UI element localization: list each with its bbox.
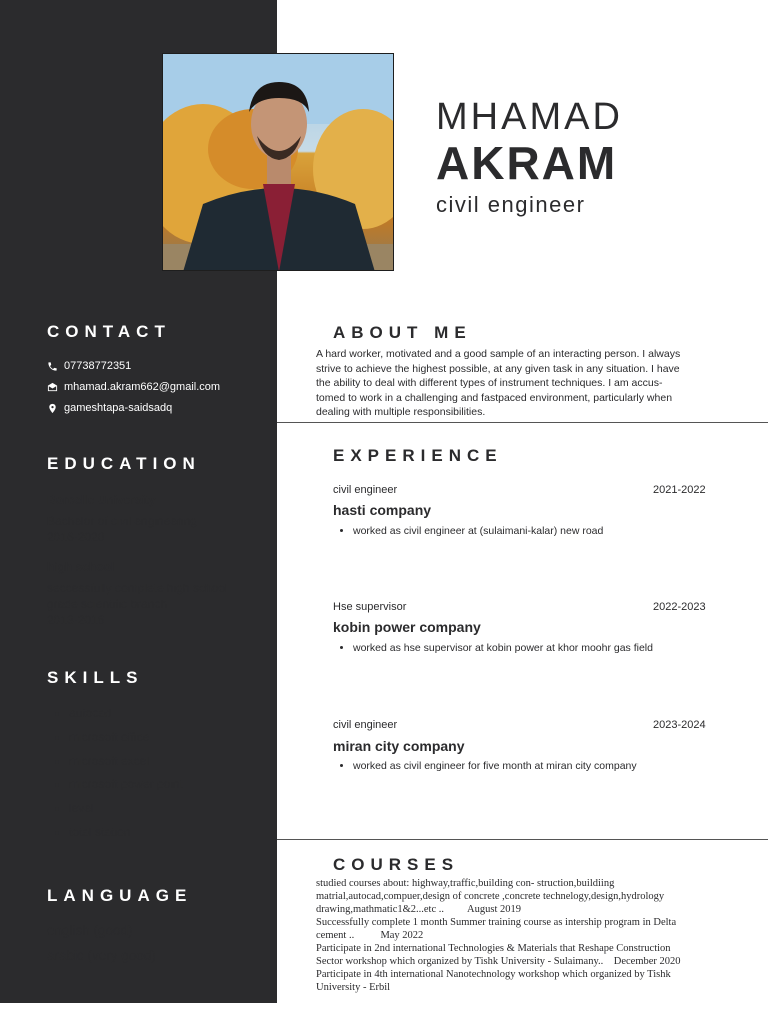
courses-text — [316, 877, 736, 994]
experience-role: Hse supervisor — [333, 601, 407, 613]
skills-list — [47, 703, 183, 846]
experience-desc-list — [333, 525, 603, 537]
language-heading: LANGUAGE — [47, 886, 193, 905]
skills-heading: SKILLS — [47, 668, 144, 687]
last-name: AKRAM — [436, 137, 618, 189]
courses-line: Sector workshop which organized by Tishk University - Sulaimany.. December 2020 — [316, 956, 681, 967]
experience-desc: • worked as civil engineer for five month at miran city company — [353, 760, 637, 772]
first-name: MHAMAD — [436, 96, 623, 138]
experience-desc-list — [333, 760, 637, 772]
experience-desc-list — [333, 642, 653, 654]
courses-heading: COURSES — [333, 855, 460, 874]
experience-role: civil engineer — [333, 484, 398, 496]
courses-line: studied courses about: highway,traffic,building con- struction,buildiing — [316, 878, 615, 889]
education-years: 2013-2016 — [47, 613, 105, 627]
education-degree: seccessfully complete high school — [47, 581, 228, 595]
education-degree: Bachelor of civil engineering — [47, 514, 198, 528]
contact-heading: CONTACT — [47, 322, 171, 341]
language-item: english (good) — [47, 923, 133, 938]
courses-line: Successfully complete 1 month Summer training course as intership program in Delta — [316, 917, 677, 928]
phone-number: 07738772351 — [64, 360, 132, 372]
contact-location — [47, 402, 172, 414]
education-heading: EDUCATION — [47, 454, 201, 473]
map-pin-icon — [47, 403, 58, 414]
section-divider — [277, 839, 768, 840]
envelope-icon — [47, 382, 58, 393]
education-school: Borcelle University — [47, 493, 156, 507]
courses-line: matrial,autocad,compuer,design of concrete ,concrete technelogy,design,hydrology — [316, 891, 665, 902]
experience-role: civil engineer — [333, 719, 398, 731]
education-branch: grade scientific branch — [47, 597, 168, 611]
courses-line: cement .. May 2022 — [316, 930, 424, 941]
about-heading: ABOUT ME — [333, 323, 472, 342]
experience-company: hasti company — [333, 502, 432, 518]
section-divider — [277, 422, 768, 423]
experience-company: kobin power company — [333, 619, 481, 635]
email-address: mhamad.akram662@gmail.com — [64, 381, 221, 393]
skill-item: • microsoft office — [69, 727, 183, 751]
experience-dates: 2021-2022 — [653, 484, 706, 496]
courses-line: University - Erbil — [316, 982, 391, 993]
experience-dates: 2022-2023 — [653, 601, 706, 613]
skill-item: • level — [69, 798, 183, 822]
skill-item: • microsoft excel — [69, 751, 183, 775]
about-text: A hard worker, motivated and a good sample of an interacting person. I always strive to achieve the highest possible, at any given task in any situation. I have the ability to deal with different types of instrument techniques. I am accus- tomed to work in a challenging and fastpaced environment, particularly when dealing with multiple responsibilities. — [316, 348, 681, 418]
courses-line: Participate in 2nd international Technologies & Materials that Reshape Construction — [316, 943, 671, 954]
profile-photo — [162, 53, 394, 271]
experience-desc: • worked as civil engineer at (sulaimani-kalar) new road — [353, 525, 603, 537]
contact-phone — [47, 360, 131, 372]
experience-dates: 2023-2024 — [653, 719, 706, 731]
skill-item: • total station — [69, 822, 183, 846]
language-item: arabic (very good) — [47, 948, 156, 963]
education-school: high school — [47, 560, 115, 574]
courses-line: drawing,mathmatic1&2...etc .. August 2019 — [316, 904, 522, 915]
experience-company: miran city company — [333, 738, 465, 754]
experience-desc: • worked as hse supervisor at kobin power at khor moohr gas field — [353, 642, 653, 654]
skill-item: • microsoft power point — [69, 774, 183, 798]
phone-icon — [47, 361, 58, 372]
job-title: civil engineer — [436, 192, 586, 217]
skill-item: • autocad — [69, 703, 183, 727]
education-years: 2016-2020 — [47, 530, 105, 544]
courses-line: Participate in 4th international Nanotechnology workshop which organized by Tishk — [316, 969, 671, 980]
location-text: gameshtapa-saidsadq — [64, 402, 173, 414]
contact-email — [47, 381, 220, 393]
experience-heading: EXPERIENCE — [333, 446, 503, 465]
